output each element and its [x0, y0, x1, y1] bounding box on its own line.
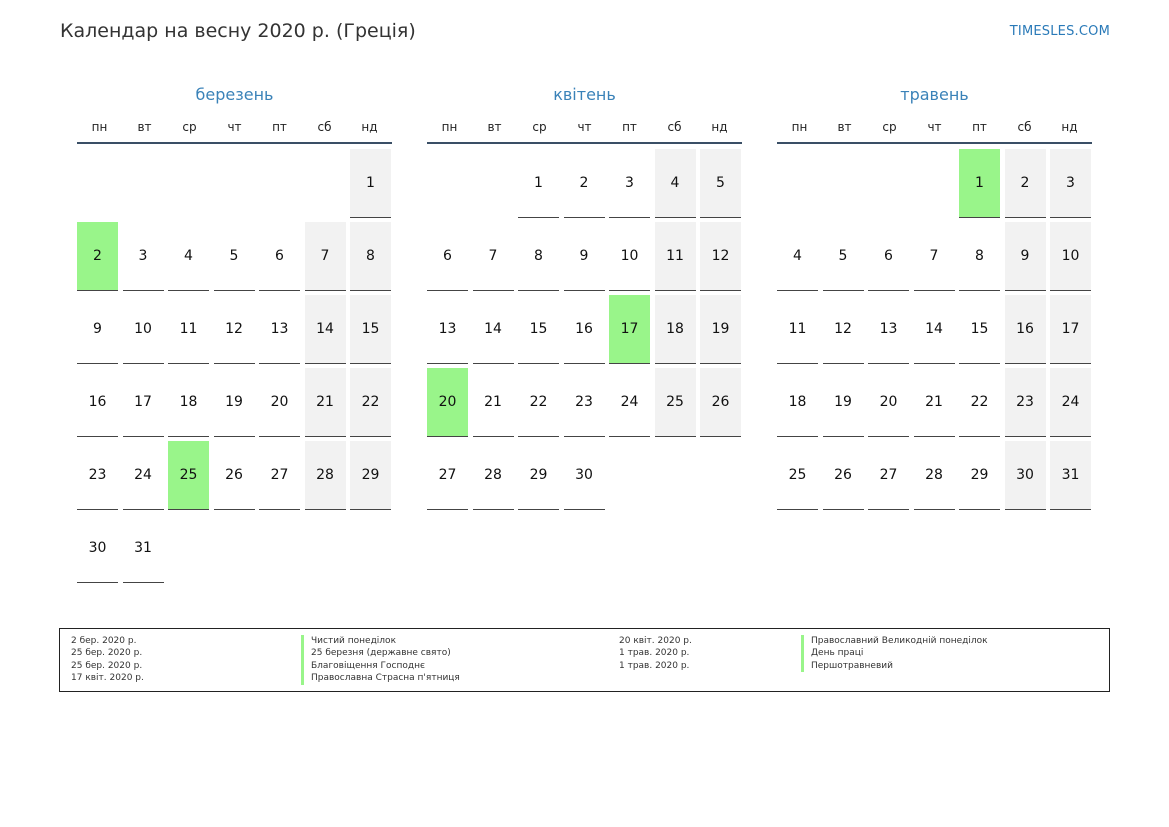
month-2	[777, 84, 1092, 483]
holiday-day-cell: 1	[959, 149, 1000, 218]
day-cell: 31	[123, 514, 164, 583]
weekday-label: нд	[1061, 120, 1078, 134]
day-cell: 18	[655, 295, 696, 364]
day-cell: 22	[350, 368, 391, 437]
day-cell: 11	[168, 295, 209, 364]
day-cell: 9	[77, 295, 118, 364]
day-cell: 13	[868, 295, 909, 364]
day-cell: 8	[959, 222, 1000, 291]
weekday-label: пн	[441, 120, 458, 134]
day-cell: 15	[959, 295, 1000, 364]
day-cell: 14	[473, 295, 514, 364]
day-cell: 24	[123, 441, 164, 510]
legend-dates-col-2	[619, 635, 692, 672]
day-cell: 12	[700, 222, 741, 291]
weekday-header	[777, 116, 1092, 144]
weekday-label: пт	[622, 120, 637, 134]
weekday-label: ср	[182, 120, 197, 134]
day-cell: 23	[564, 368, 605, 437]
weekday-label: сб	[317, 120, 332, 134]
brand-link[interactable]: TIMESLES.COM	[1009, 24, 1110, 39]
holiday-day-cell: 2	[77, 222, 118, 291]
holiday-day-cell: 25	[168, 441, 209, 510]
day-cell: 16	[1005, 295, 1046, 364]
day-cell: 18	[777, 368, 818, 437]
day-cell: 20	[868, 368, 909, 437]
day-cell: 4	[777, 222, 818, 291]
day-cell: 3	[123, 222, 164, 291]
day-cell: 15	[350, 295, 391, 364]
day-cell: 24	[609, 368, 650, 437]
day-cell: 27	[427, 441, 468, 510]
day-cell: 14	[305, 295, 346, 364]
day-cell: 1	[350, 149, 391, 218]
day-cell: 22	[518, 368, 559, 437]
day-cell: 3	[1050, 149, 1091, 218]
month-0	[77, 84, 392, 556]
day-cell: 3	[609, 149, 650, 218]
month-title: травень	[900, 85, 969, 104]
month-title: березень	[195, 85, 274, 104]
day-cell: 21	[305, 368, 346, 437]
day-cell: 14	[914, 295, 955, 364]
day-cell: 26	[700, 368, 741, 437]
weekday-label: нд	[361, 120, 378, 134]
day-cell: 18	[168, 368, 209, 437]
holiday-day-cell: 20	[427, 368, 468, 437]
day-cell: 8	[518, 222, 559, 291]
legend-holiday-name: Першотравневий	[801, 660, 988, 672]
day-cell: 12	[823, 295, 864, 364]
day-cell: 29	[959, 441, 1000, 510]
weekday-label: пт	[972, 120, 987, 134]
weekday-label: сб	[1017, 120, 1032, 134]
day-cell: 30	[1005, 441, 1046, 510]
day-cell: 21	[914, 368, 955, 437]
legend-date: 2 бер. 2020 р.	[71, 636, 137, 646]
legend-names-col-2	[801, 635, 988, 672]
day-cell: 23	[1005, 368, 1046, 437]
legend-holiday-name: Православний Великодній понеділок	[801, 635, 988, 647]
weekday-label: вт	[137, 120, 152, 134]
legend-dates-col-1	[71, 635, 144, 685]
day-cell: 24	[1050, 368, 1091, 437]
legend-holiday-name: День праці	[801, 647, 988, 659]
day-cell: 5	[700, 149, 741, 218]
day-cell: 11	[655, 222, 696, 291]
legend-holiday-name: Благовіщення Господнє	[301, 660, 460, 672]
day-cell: 2	[1005, 149, 1046, 218]
legend-holiday-name: Чистий понеділок	[301, 635, 460, 647]
day-cell: 4	[655, 149, 696, 218]
day-cell: 8	[350, 222, 391, 291]
day-cell: 2	[564, 149, 605, 218]
day-cell: 11	[777, 295, 818, 364]
day-cell: 13	[259, 295, 300, 364]
month-title: квітень	[553, 85, 616, 104]
legend-holiday-name: 25 березня (державне свято)	[301, 647, 460, 659]
weekday-label: пн	[91, 120, 108, 134]
day-cell: 10	[123, 295, 164, 364]
page-title: Календар на весну 2020 р. (Греція)	[60, 20, 416, 42]
weekday-label: вт	[487, 120, 502, 134]
day-cell: 28	[914, 441, 955, 510]
weekday-label: нд	[711, 120, 728, 134]
day-cell: 10	[1050, 222, 1091, 291]
day-cell: 30	[77, 514, 118, 583]
day-cell: 16	[564, 295, 605, 364]
weekday-label: ср	[532, 120, 547, 134]
day-cell: 25	[655, 368, 696, 437]
day-cell: 6	[427, 222, 468, 291]
day-cell: 17	[1050, 295, 1091, 364]
weekday-header	[77, 116, 392, 144]
weekday-label: ср	[882, 120, 897, 134]
day-cell: 7	[473, 222, 514, 291]
day-cell: 5	[214, 222, 255, 291]
weekday-label: вт	[837, 120, 852, 134]
day-cell: 29	[350, 441, 391, 510]
day-cell: 22	[959, 368, 1000, 437]
weekday-label: чт	[577, 120, 592, 134]
day-cell: 29	[518, 441, 559, 510]
day-cell: 15	[518, 295, 559, 364]
weekday-label: чт	[227, 120, 242, 134]
legend-date: 20 квіт. 2020 р.	[619, 636, 692, 646]
day-cell: 7	[914, 222, 955, 291]
day-cell: 25	[777, 441, 818, 510]
holiday-legend	[59, 628, 1110, 692]
legend-date: 17 квіт. 2020 р.	[71, 673, 144, 684]
weekday-label: сб	[667, 120, 682, 134]
day-cell: 27	[868, 441, 909, 510]
day-cell: 19	[700, 295, 741, 364]
day-cell: 10	[609, 222, 650, 291]
legend-date: 1 трав. 2020 р.	[619, 660, 690, 671]
legend-holiday-name: Православна Страсна п'ятниця	[301, 672, 460, 684]
day-cell: 27	[259, 441, 300, 510]
legend-date: 25 бер. 2020 р.	[71, 660, 143, 671]
day-cell: 6	[259, 222, 300, 291]
day-cell: 28	[473, 441, 514, 510]
day-cell: 9	[1005, 222, 1046, 291]
day-cell: 26	[214, 441, 255, 510]
day-cell: 12	[214, 295, 255, 364]
legend-date: 25 бер. 2020 р.	[71, 648, 143, 659]
day-cell: 1	[518, 149, 559, 218]
day-cell: 21	[473, 368, 514, 437]
month-1	[427, 84, 742, 483]
day-cell: 13	[427, 295, 468, 364]
day-cell: 31	[1050, 441, 1091, 510]
day-cell: 9	[564, 222, 605, 291]
day-cell: 28	[305, 441, 346, 510]
day-cell: 7	[305, 222, 346, 291]
day-cell: 20	[259, 368, 300, 437]
weekday-label: чт	[927, 120, 942, 134]
day-cell: 19	[214, 368, 255, 437]
legend-date: 1 трав. 2020 р.	[619, 648, 690, 659]
day-cell: 4	[168, 222, 209, 291]
day-cell: 6	[868, 222, 909, 291]
day-cell: 26	[823, 441, 864, 510]
day-cell: 17	[123, 368, 164, 437]
weekday-header	[427, 116, 742, 144]
day-cell: 19	[823, 368, 864, 437]
day-cell: 5	[823, 222, 864, 291]
holiday-day-cell: 17	[609, 295, 650, 364]
legend-names-col-1	[301, 635, 460, 685]
weekday-label: пт	[272, 120, 287, 134]
weekday-label: пн	[791, 120, 808, 134]
day-cell: 30	[564, 441, 605, 510]
day-cell: 23	[77, 441, 118, 510]
day-cell: 16	[77, 368, 118, 437]
